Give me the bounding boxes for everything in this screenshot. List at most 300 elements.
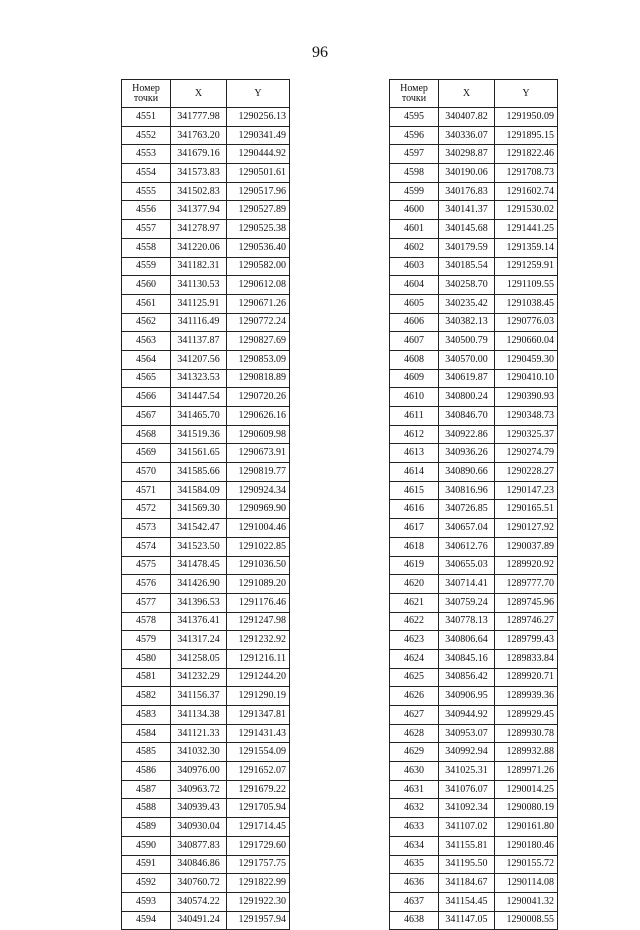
table-row [390,780,558,799]
y-coordinate-cell: 1290582.00 [227,257,290,276]
table-row [122,855,290,874]
table-row [390,276,558,295]
table-row [122,388,290,407]
x-coordinate-cell: 340906.95 [439,687,495,706]
y-coordinate-cell: 1291679.22 [227,780,290,799]
x-coordinate-cell: 341137.87 [171,332,227,351]
point-number-cell: 4578 [122,612,171,631]
y-coordinate-cell: 1289929.45 [495,706,558,725]
point-number-cell: 4555 [122,182,171,201]
header-point-number: Номер точки [122,80,171,108]
table-row [390,687,558,706]
x-coordinate-cell: 341125.91 [171,294,227,313]
y-coordinate-cell: 1291109.55 [495,276,558,295]
x-coordinate-cell: 340760.72 [171,874,227,893]
table-row [122,463,290,482]
y-coordinate-cell: 1291022.85 [227,537,290,556]
x-coordinate-cell: 340185.54 [439,257,495,276]
x-coordinate-cell: 340619.87 [439,369,495,388]
point-number-cell: 4579 [122,631,171,650]
table-row [390,892,558,911]
point-number-cell: 4589 [122,818,171,837]
point-number-cell: 4613 [390,444,439,463]
y-coordinate-cell: 1291705.94 [227,799,290,818]
table-row [390,724,558,743]
point-number-cell: 4581 [122,668,171,687]
x-coordinate-cell: 340845.16 [439,649,495,668]
x-coordinate-cell: 341447.54 [171,388,227,407]
table-row [390,500,558,519]
x-coordinate-cell: 340963.72 [171,780,227,799]
table-row [122,332,290,351]
y-coordinate-cell: 1290536.40 [227,238,290,257]
point-number-cell: 4612 [390,425,439,444]
x-coordinate-cell: 341278.97 [171,220,227,239]
point-number-cell: 4551 [122,108,171,127]
y-coordinate-cell: 1289746.27 [495,612,558,631]
x-coordinate-cell: 341032.30 [171,743,227,762]
x-coordinate-cell: 341134.38 [171,706,227,725]
y-coordinate-cell: 1290772.24 [227,313,290,332]
table-row [390,108,558,127]
y-coordinate-cell: 1291176.46 [227,593,290,612]
y-coordinate-cell: 1291822.46 [495,145,558,164]
x-coordinate-cell: 340726.85 [439,500,495,519]
y-coordinate-cell: 1291290.19 [227,687,290,706]
x-coordinate-cell: 340939.43 [171,799,227,818]
x-coordinate-cell: 340336.07 [439,126,495,145]
table-row [122,481,290,500]
x-coordinate-cell: 341561.65 [171,444,227,463]
point-number-cell: 4583 [122,706,171,725]
x-coordinate-cell: 340856.42 [439,668,495,687]
y-coordinate-cell: 1290410.10 [495,369,558,388]
point-number-cell: 4556 [122,201,171,220]
y-coordinate-cell: 1290626.16 [227,407,290,426]
point-number-cell: 4605 [390,294,439,313]
point-number-cell: 4626 [390,687,439,706]
point-number-cell: 4592 [122,874,171,893]
table-row [390,855,558,874]
x-coordinate-cell: 340176.83 [439,182,495,201]
point-number-cell: 4586 [122,762,171,781]
x-coordinate-cell: 341573.83 [171,164,227,183]
x-coordinate-cell: 341220.06 [171,238,227,257]
table-row [122,257,290,276]
table-row [390,762,558,781]
table-row [390,519,558,538]
y-coordinate-cell: 1289833.84 [495,649,558,668]
x-coordinate-cell: 341465.70 [171,407,227,426]
table-row [390,369,558,388]
point-number-cell: 4560 [122,276,171,295]
x-coordinate-cell: 340714.41 [439,575,495,594]
table-row [390,182,558,201]
point-number-cell: 4598 [390,164,439,183]
y-coordinate-cell: 1291036.50 [227,556,290,575]
table-row [122,892,290,911]
x-coordinate-cell: 341317.24 [171,631,227,650]
table-row [122,649,290,668]
table-row [390,593,558,612]
point-number-cell: 4563 [122,332,171,351]
table-row [390,407,558,426]
point-number-cell: 4609 [390,369,439,388]
y-coordinate-cell: 1290827.69 [227,332,290,351]
table-row [122,407,290,426]
point-number-cell: 4621 [390,593,439,612]
y-coordinate-cell: 1290612.08 [227,276,290,295]
x-coordinate-cell: 340500.79 [439,332,495,351]
x-coordinate-cell: 341195.50 [439,855,495,874]
point-number-cell: 4596 [390,126,439,145]
table-row [390,481,558,500]
y-coordinate-cell: 1291441.25 [495,220,558,239]
x-coordinate-cell: 340298.87 [439,145,495,164]
y-coordinate-cell: 1290501.61 [227,164,290,183]
table-row [390,238,558,257]
x-coordinate-cell: 341426.90 [171,575,227,594]
table-row [390,463,558,482]
point-number-cell: 4591 [122,855,171,874]
y-coordinate-cell: 1290776.03 [495,313,558,332]
y-coordinate-cell: 1291895.15 [495,126,558,145]
table-row [122,706,290,725]
x-coordinate-cell: 340141.37 [439,201,495,220]
table-row [122,631,290,650]
y-coordinate-cell: 1290114.08 [495,874,558,893]
table-row [122,182,290,201]
point-number-cell: 4580 [122,649,171,668]
table-row [122,818,290,837]
point-number-cell: 4590 [122,836,171,855]
point-number-cell: 4606 [390,313,439,332]
table-row [122,762,290,781]
header-y: Y [227,80,290,108]
x-coordinate-cell: 340574.22 [171,892,227,911]
table-row [390,201,558,220]
table-row [390,631,558,650]
point-number-cell: 4597 [390,145,439,164]
point-number-cell: 4618 [390,537,439,556]
point-number-cell: 4610 [390,388,439,407]
point-number-cell: 4557 [122,220,171,239]
y-coordinate-cell: 1291729.60 [227,836,290,855]
x-coordinate-cell: 340953.07 [439,724,495,743]
table-row [390,350,558,369]
y-coordinate-cell: 1291038.45 [495,294,558,313]
table-row [390,164,558,183]
y-coordinate-cell: 1290720.26 [227,388,290,407]
table-row [390,612,558,631]
point-number-cell: 4617 [390,519,439,538]
point-number-cell: 4588 [122,799,171,818]
point-number-cell: 4611 [390,407,439,426]
y-coordinate-cell: 1289777.70 [495,575,558,594]
table-row [122,220,290,239]
x-coordinate-cell: 341519.36 [171,425,227,444]
x-coordinate-cell: 340655.03 [439,556,495,575]
table-row [390,257,558,276]
point-number-cell: 4561 [122,294,171,313]
header-x: X [171,80,227,108]
table-row [122,294,290,313]
y-coordinate-cell: 1291708.73 [495,164,558,183]
page-number: 96 [312,44,328,61]
y-coordinate-cell: 1289971.26 [495,762,558,781]
header-point-number: Номер точки [390,80,439,108]
y-coordinate-cell: 1289920.71 [495,668,558,687]
table-row [122,556,290,575]
table-row [390,388,558,407]
table-row [122,369,290,388]
table-row [122,500,290,519]
y-coordinate-cell: 1290037.89 [495,537,558,556]
x-coordinate-cell: 341130.53 [171,276,227,295]
point-number-cell: 4552 [122,126,171,145]
table-row [122,743,290,762]
x-coordinate-cell: 340816.96 [439,481,495,500]
point-number-cell: 4623 [390,631,439,650]
point-number-cell: 4594 [122,911,171,930]
table-row [122,724,290,743]
y-coordinate-cell: 1290147.23 [495,481,558,500]
y-coordinate-cell: 1291922.30 [227,892,290,911]
x-coordinate-cell: 341323.53 [171,369,227,388]
y-coordinate-cell: 1290127.92 [495,519,558,538]
y-coordinate-cell: 1291216.11 [227,649,290,668]
table-row [122,276,290,295]
table-row [122,575,290,594]
x-coordinate-cell: 340976.00 [171,762,227,781]
x-coordinate-cell: 340936.26 [439,444,495,463]
y-coordinate-cell: 1289930.78 [495,724,558,743]
table-row [122,425,290,444]
point-number-cell: 4572 [122,500,171,519]
x-coordinate-cell: 341116.49 [171,313,227,332]
point-number-cell: 4635 [390,855,439,874]
y-coordinate-cell: 1291554.09 [227,743,290,762]
point-number-cell: 4627 [390,706,439,725]
table-row [122,612,290,631]
x-coordinate-cell: 340382.13 [439,313,495,332]
table-row [122,238,290,257]
point-number-cell: 4570 [122,463,171,482]
point-number-cell: 4614 [390,463,439,482]
point-number-cell: 4633 [390,818,439,837]
point-number-cell: 4629 [390,743,439,762]
x-coordinate-cell: 340944.92 [439,706,495,725]
table-row [390,818,558,837]
point-number-cell: 4632 [390,799,439,818]
table-row [122,145,290,164]
table-row [390,649,558,668]
table-row [390,145,558,164]
point-number-cell: 4595 [390,108,439,127]
point-number-cell: 4619 [390,556,439,575]
x-coordinate-cell: 340890.66 [439,463,495,482]
x-coordinate-cell: 340877.83 [171,836,227,855]
y-coordinate-cell: 1290256.13 [227,108,290,127]
table-row [390,332,558,351]
point-number-cell: 4571 [122,481,171,500]
y-coordinate-cell: 1290274.79 [495,444,558,463]
y-coordinate-cell: 1291259.91 [495,257,558,276]
table-row [122,350,290,369]
x-coordinate-cell: 340992.94 [439,743,495,762]
y-coordinate-cell: 1290527.89 [227,201,290,220]
x-coordinate-cell: 341147.05 [439,911,495,930]
y-coordinate-cell: 1291530.02 [495,201,558,220]
point-number-cell: 4593 [122,892,171,911]
y-coordinate-cell: 1290165.51 [495,500,558,519]
x-coordinate-cell: 341502.83 [171,182,227,201]
x-coordinate-cell: 341156.37 [171,687,227,706]
y-coordinate-cell: 1290014.25 [495,780,558,799]
header-y: Y [495,80,558,108]
table-row [390,668,558,687]
y-coordinate-cell: 1289920.92 [495,556,558,575]
y-coordinate-cell: 1290161.80 [495,818,558,837]
y-coordinate-cell: 1291602.74 [495,182,558,201]
y-coordinate-cell: 1290517.96 [227,182,290,201]
table-row [390,836,558,855]
coordinates-table-right [389,79,558,930]
point-number-cell: 4631 [390,780,439,799]
y-coordinate-cell: 1290671.26 [227,294,290,313]
x-coordinate-cell: 340657.04 [439,519,495,538]
table-row [122,799,290,818]
x-coordinate-cell: 340570.00 [439,350,495,369]
y-coordinate-cell: 1291950.09 [495,108,558,127]
point-number-cell: 4577 [122,593,171,612]
x-coordinate-cell: 340846.86 [171,855,227,874]
x-coordinate-cell: 341377.94 [171,201,227,220]
table-row [122,537,290,556]
point-number-cell: 4602 [390,238,439,257]
table-row [390,313,558,332]
x-coordinate-cell: 341182.31 [171,257,227,276]
x-coordinate-cell: 341076.07 [439,780,495,799]
table-row [122,108,290,127]
point-number-cell: 4584 [122,724,171,743]
x-coordinate-cell: 340778.13 [439,612,495,631]
y-coordinate-cell: 1291347.81 [227,706,290,725]
header-x: X [439,80,495,108]
table-row [390,911,558,930]
x-coordinate-cell: 340800.24 [439,388,495,407]
point-number-cell: 4630 [390,762,439,781]
table-row [390,294,558,313]
x-coordinate-cell: 341025.31 [439,762,495,781]
table-row [122,836,290,855]
table-row [390,537,558,556]
y-coordinate-cell: 1291652.07 [227,762,290,781]
y-coordinate-cell: 1291247.98 [227,612,290,631]
point-number-cell: 4634 [390,836,439,855]
x-coordinate-cell: 341679.16 [171,145,227,164]
y-coordinate-cell: 1291714.45 [227,818,290,837]
x-coordinate-cell: 341232.29 [171,668,227,687]
y-coordinate-cell: 1289939.36 [495,687,558,706]
y-coordinate-cell: 1290180.46 [495,836,558,855]
x-coordinate-cell: 340806.64 [439,631,495,650]
table-row [122,201,290,220]
x-coordinate-cell: 341121.33 [171,724,227,743]
y-coordinate-cell: 1291004.46 [227,519,290,538]
y-coordinate-cell: 1290660.04 [495,332,558,351]
point-number-cell: 4587 [122,780,171,799]
table-row [122,874,290,893]
x-coordinate-cell: 340179.59 [439,238,495,257]
y-coordinate-cell: 1291822.99 [227,874,290,893]
y-coordinate-cell: 1290924.34 [227,481,290,500]
x-coordinate-cell: 340258.70 [439,276,495,295]
point-number-cell: 4565 [122,369,171,388]
x-coordinate-cell: 341585.66 [171,463,227,482]
table-row [390,743,558,762]
x-coordinate-cell: 341184.67 [439,874,495,893]
point-number-cell: 4628 [390,724,439,743]
x-coordinate-cell: 340922.86 [439,425,495,444]
table-row [122,313,290,332]
x-coordinate-cell: 340145.68 [439,220,495,239]
point-number-cell: 4568 [122,425,171,444]
point-number-cell: 4575 [122,556,171,575]
y-coordinate-cell: 1291089.20 [227,575,290,594]
point-number-cell: 4625 [390,668,439,687]
point-number-cell: 4564 [122,350,171,369]
table-row [122,668,290,687]
point-number-cell: 4576 [122,575,171,594]
table-row [390,575,558,594]
y-coordinate-cell: 1290008.55 [495,911,558,930]
y-coordinate-cell: 1290459.30 [495,350,558,369]
y-coordinate-cell: 1290818.89 [227,369,290,388]
x-coordinate-cell: 341542.47 [171,519,227,538]
point-number-cell: 4585 [122,743,171,762]
point-number-cell: 4604 [390,276,439,295]
x-coordinate-cell: 341258.05 [171,649,227,668]
x-coordinate-cell: 341107.02 [439,818,495,837]
x-coordinate-cell: 341584.09 [171,481,227,500]
x-coordinate-cell: 340235.42 [439,294,495,313]
y-coordinate-cell: 1290341.49 [227,126,290,145]
point-number-cell: 4553 [122,145,171,164]
point-number-cell: 4566 [122,388,171,407]
y-coordinate-cell: 1289745.96 [495,593,558,612]
point-number-cell: 4615 [390,481,439,500]
y-coordinate-cell: 1290228.27 [495,463,558,482]
x-coordinate-cell: 340491.24 [171,911,227,930]
point-number-cell: 4569 [122,444,171,463]
point-number-cell: 4562 [122,313,171,332]
x-coordinate-cell: 341092.34 [439,799,495,818]
point-number-cell: 4637 [390,892,439,911]
y-coordinate-cell: 1290853.09 [227,350,290,369]
table-row [122,164,290,183]
x-coordinate-cell: 340846.70 [439,407,495,426]
y-coordinate-cell: 1290080.19 [495,799,558,818]
x-coordinate-cell: 341155.81 [439,836,495,855]
point-number-cell: 4554 [122,164,171,183]
point-number-cell: 4608 [390,350,439,369]
table-row [122,593,290,612]
table-header-row [390,80,558,108]
point-number-cell: 4582 [122,687,171,706]
point-number-cell: 4599 [390,182,439,201]
y-coordinate-cell: 1289932.88 [495,743,558,762]
